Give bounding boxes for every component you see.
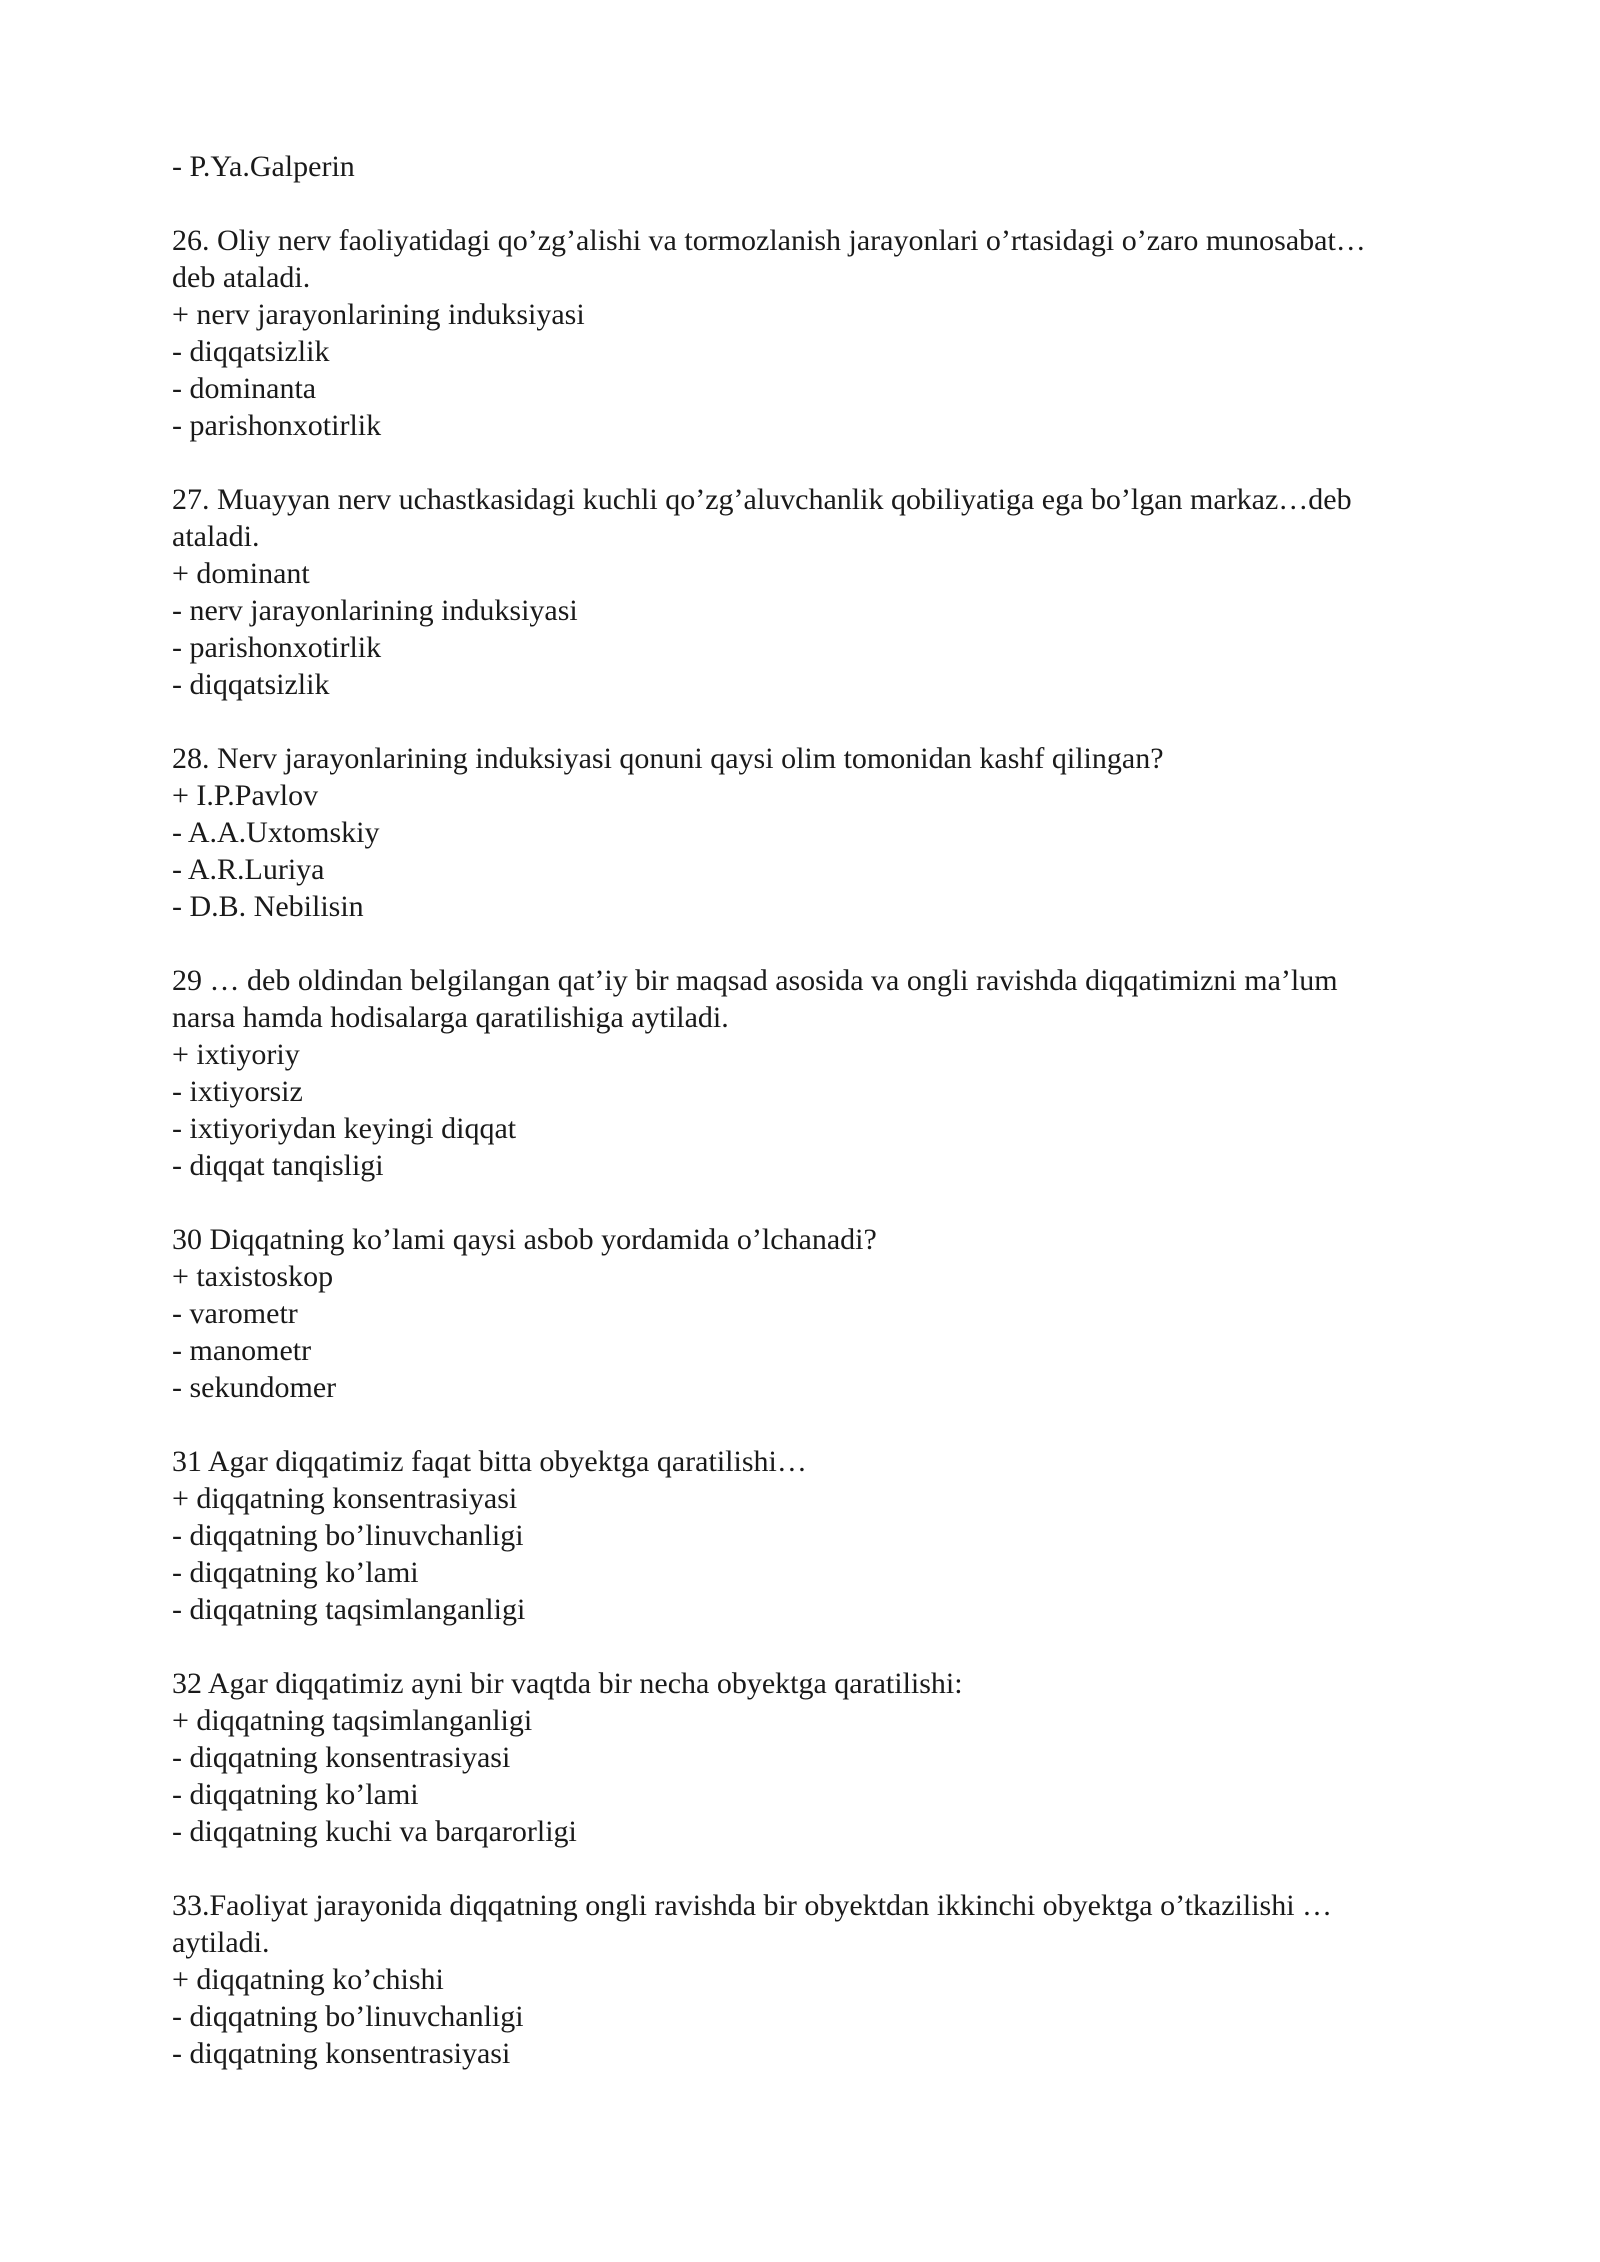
question-block	[172, 222, 1472, 444]
question-block	[172, 1887, 1472, 2072]
answer-option: - diqqatning konsentrasiyasi	[172, 2037, 511, 2070]
answer-option: - diqqatning bo’linuvchanligi	[172, 2000, 524, 2033]
correct-answer-option: + dominant	[172, 557, 310, 590]
question-text-line: ataladi.	[172, 520, 260, 553]
answer-option: - varometr	[172, 1297, 298, 1330]
question-text-line: aytiladi.	[172, 1926, 270, 1959]
answer-options	[172, 1036, 1472, 1184]
question-text-line: deb ataladi.	[172, 261, 311, 294]
answer-option: - ixtiyoriydan keyingi diqqat	[172, 1112, 517, 1145]
answer-option: - diqqat tanqisligi	[172, 1149, 384, 1182]
correct-answer-option: + I.P.Pavlov	[172, 779, 319, 812]
correct-answer-option: + diqqatning taqsimlanganligi	[172, 1704, 533, 1737]
answer-option: - diqqatsizlik	[172, 335, 330, 368]
question-text-line: 32 Agar diqqatimiz ayni bir vaqtda bir necha obyektga qaratilishi:	[172, 1667, 963, 1700]
answer-option: - D.B. Nebilisin	[172, 890, 364, 923]
answer-option: - sekundomer	[172, 1371, 337, 1404]
answer-options	[172, 555, 1472, 703]
answer-option: - diqqatning ko’lami	[172, 1556, 419, 1589]
answer-options	[172, 1258, 1472, 1406]
answer-option: - diqqatsizlik	[172, 668, 330, 701]
question-text-line: 29 … deb oldindan belgilangan qat’iy bir maqsad asosida va ongli ravishda diqqatimizni ma’lum	[172, 964, 1338, 997]
correct-answer-option: + diqqatning ko’chishi	[172, 1963, 444, 1996]
question-text-line: 31 Agar diqqatimiz faqat bitta obyektga qaratilishi…	[172, 1445, 807, 1478]
answer-options	[172, 296, 1472, 444]
answer-option: - P.Ya.Galperin	[172, 150, 355, 183]
answer-option: - ixtiyorsiz	[172, 1075, 303, 1108]
answer-option: - diqqatning taqsimlanganligi	[172, 1593, 526, 1626]
answer-option: - diqqatning konsentrasiyasi	[172, 1741, 511, 1774]
answer-options	[172, 777, 1472, 925]
answer-option: - A.A.Uxtomskiy	[172, 816, 380, 849]
answer-option: - diqqatning kuchi va barqarorligi	[172, 1815, 577, 1848]
question-block	[172, 1443, 1472, 1628]
question-block	[172, 481, 1472, 703]
correct-answer-option: + ixtiyoriy	[172, 1038, 300, 1071]
answer-option: - parishonxotirlik	[172, 631, 382, 664]
question-text-line: 33.Faoliyat jarayonida diqqatning ongli ravishda bir obyektdan ikkinchi obyektga o’tkazilishi …	[172, 1889, 1333, 1922]
answer-options	[172, 1480, 1472, 1628]
question-block	[172, 740, 1472, 925]
answer-option: - A.R.Luriya	[172, 853, 325, 886]
answer-options	[172, 1702, 1472, 1850]
correct-answer-option: + taxistoskop	[172, 1260, 334, 1293]
question-text-line: 30 Diqqatning ko’lami qaysi asbob yordamida o’lchanadi?	[172, 1223, 877, 1256]
question-text-line: 27. Muayyan nerv uchastkasidagi kuchli qo’zg’aluvchanlik qobiliyatiga ega bo’lgan markaz…deb	[172, 483, 1352, 516]
answer-option: - diqqatning bo’linuvchanligi	[172, 1519, 524, 1552]
answer-options	[172, 1961, 1472, 2072]
question-text-line: 28. Nerv jarayonlarining induksiyasi qonuni qaysi olim tomonidan kashf qilingan?	[172, 742, 1164, 775]
question-list	[172, 222, 1472, 2072]
question-text-line: narsa hamda hodisalarga qaratilishiga aytiladi.	[172, 1001, 729, 1034]
question-block	[172, 1221, 1472, 1406]
answer-option: - dominanta	[172, 372, 317, 405]
answer-option: - diqqatning ko’lami	[172, 1778, 419, 1811]
question-block	[172, 1665, 1472, 1850]
correct-answer-option: + nerv jarayonlarining induksiyasi	[172, 298, 585, 331]
question-block	[172, 962, 1472, 1184]
document-page	[172, 148, 1472, 2072]
correct-answer-option: + diqqatning konsentrasiyasi	[172, 1482, 518, 1515]
answer-option: - nerv jarayonlarining induksiyasi	[172, 594, 578, 627]
answer-option: - manometr	[172, 1334, 312, 1367]
question-text-line: 26. Oliy nerv faoliyatidagi qo’zg’alishi va tormozlanish jarayonlari o’rtasidagi o’zaro munosabat…	[172, 224, 1366, 257]
answer-option: - parishonxotirlik	[172, 409, 382, 442]
